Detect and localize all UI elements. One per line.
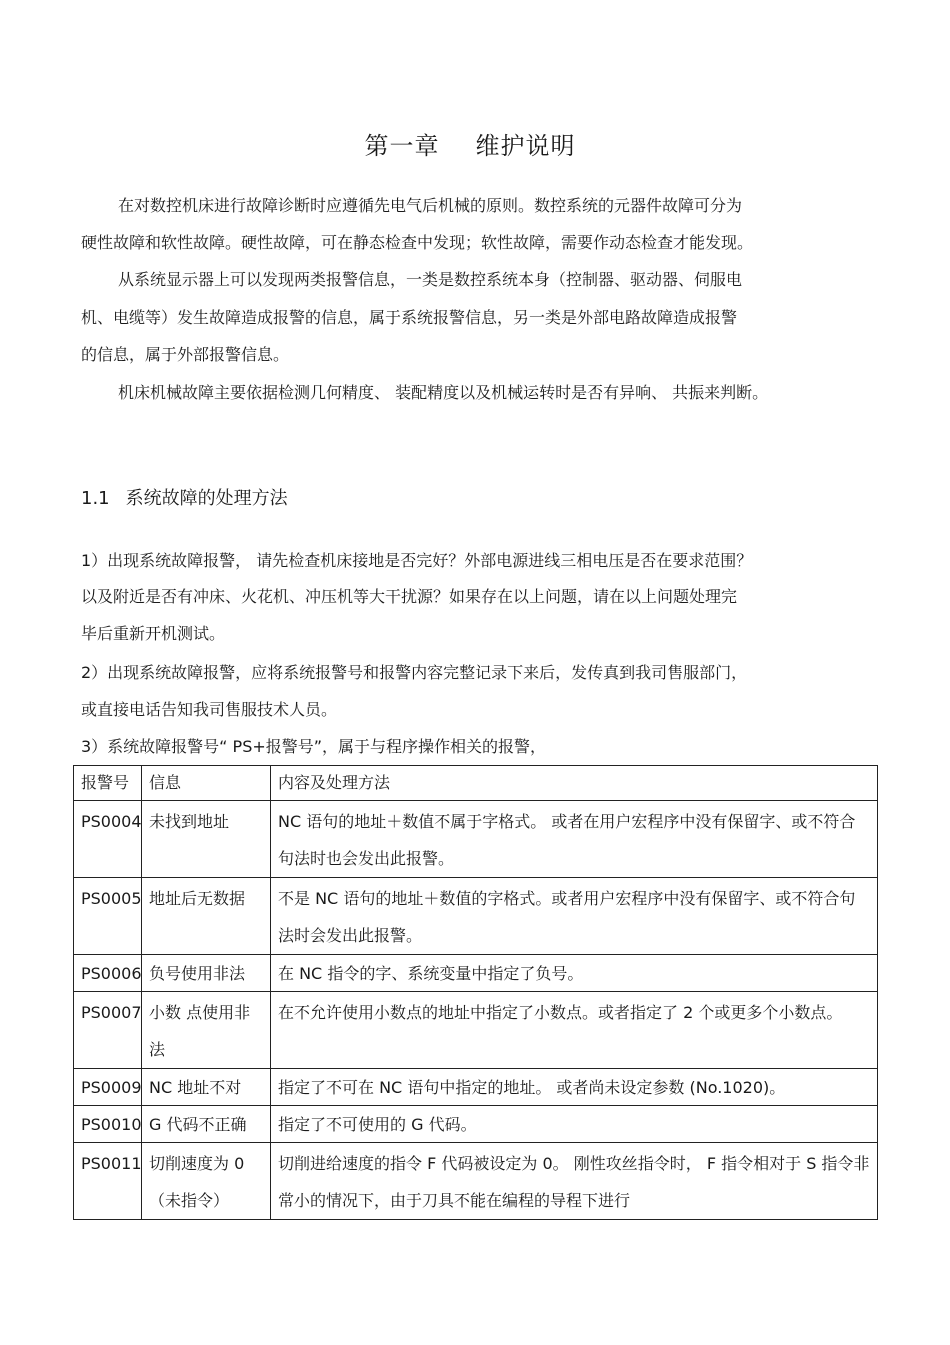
table-row xyxy=(74,955,878,992)
header-info: 信息 xyxy=(142,766,271,801)
alarm-info: 小数 点使用非法 xyxy=(142,992,271,1069)
alarm-code: PS0009 xyxy=(74,1069,142,1106)
table-row xyxy=(74,992,878,1069)
table-row xyxy=(74,878,878,955)
chapter-name: 维护说明 xyxy=(475,132,576,160)
alarm-info: 切削速度为 0（未指令） xyxy=(142,1143,271,1220)
alarm-code: PS0004 xyxy=(74,801,142,878)
alarm-info: 未找到地址 xyxy=(142,801,271,878)
alarm-info: G 代码不正确 xyxy=(142,1106,271,1143)
table-row xyxy=(74,1106,878,1143)
intro-line: 机床机械故障主要依据检测几何精度、 装配精度以及机械运转时是否有异响、 共振来判断。 xyxy=(118,383,769,402)
alarm-code: PS0011 xyxy=(74,1143,142,1220)
alarm-info: 地址后无数据 xyxy=(142,878,271,955)
alarm-desc: 切削进给速度的指令 F 代码被设定为 0。 刚性攻丝指令时， F 指令相对于 S 指令非常小的情况下，由于刀具不能在编程的导程下进行 xyxy=(271,1143,878,1220)
item-line: 2）出现系统故障报警，应将系统报警号和报警内容完整记录下来后，发传真到我司售服部门， xyxy=(81,663,748,682)
intro-line: 在对数控机床进行故障诊断时应遵循先电气后机械的原则。数控系统的元器件故障可分为 xyxy=(118,196,743,215)
header-desc: 内容及处理方法 xyxy=(271,766,878,801)
section-title: 系统故障的处理方法 xyxy=(125,488,288,509)
item-line: 3）系统故障报警号“ PS+报警号”，属于与程序操作相关的报警， xyxy=(81,737,547,756)
alarm-desc: NC 语句的地址＋数值不属于字格式。 或者在用户宏程序中没有保留字、或不符合句法时也会发出此报警。 xyxy=(271,801,878,878)
alarm-code: PS0006 xyxy=(74,955,142,992)
intro-line: 硬性故障和软性故障。硬性故障，可在静态检查中发现；软性故障，需要作动态检查才能发现。 xyxy=(81,233,754,252)
alarm-code: PS0010 xyxy=(74,1106,142,1143)
chapter-title xyxy=(0,126,940,161)
chapter-number: 第一章 xyxy=(364,132,440,160)
item-line: 或直接电话告知我司售服技术人员。 xyxy=(81,700,338,719)
alarm-code: PS0007 xyxy=(74,992,142,1069)
item-line: 1）出现系统故障报警， 请先检查机床接地是否完好？外部电源进线三相电压是否在要求范围？ xyxy=(81,551,753,570)
intro-line: 从系统显示器上可以发现两类报警信息，一类是数控系统本身（控制器、驱动器、伺服电 xyxy=(118,270,743,289)
table-header-row xyxy=(74,766,878,801)
alarm-desc: 不是 NC 语句的地址＋数值的字格式。或者用户宏程序中没有保留字、或不符合句法时会发出此报警。 xyxy=(271,878,878,955)
table-row xyxy=(74,1143,878,1220)
section-heading xyxy=(81,484,288,510)
alarm-desc: 在 NC 指令的字、系统变量中指定了负号。 xyxy=(271,955,878,992)
alarm-desc: 指定了不可在 NC 语句中指定的地址。 或者尚未设定参数 (No.1020)。 xyxy=(271,1069,878,1106)
alarm-table xyxy=(73,765,878,1220)
intro-line: 机、电缆等）发生故障造成报警的信息，属于系统报警信息，另一类是外部电路故障造成报警 xyxy=(81,308,738,327)
item-line: 毕后重新开机测试。 xyxy=(81,624,226,643)
alarm-info: 负号使用非法 xyxy=(142,955,271,992)
alarm-info: NC 地址不对 xyxy=(142,1069,271,1106)
table-row xyxy=(74,801,878,878)
item-line: 以及附近是否有冲床、火花机、冲压机等大干扰源？如果存在以上问题，请在以上问题处理完 xyxy=(81,587,738,606)
table-row xyxy=(74,1069,878,1106)
section-number: 1.1 xyxy=(81,488,110,509)
intro-line: 的信息，属于外部报警信息。 xyxy=(81,345,290,364)
alarm-desc: 在不允许使用小数点的地址中指定了小数点。或者指定了 2 个或更多个小数点。 xyxy=(271,992,878,1069)
alarm-code: PS0005 xyxy=(74,878,142,955)
header-code: 报警号 xyxy=(74,766,142,801)
alarm-desc: 指定了不可使用的 G 代码。 xyxy=(271,1106,878,1143)
